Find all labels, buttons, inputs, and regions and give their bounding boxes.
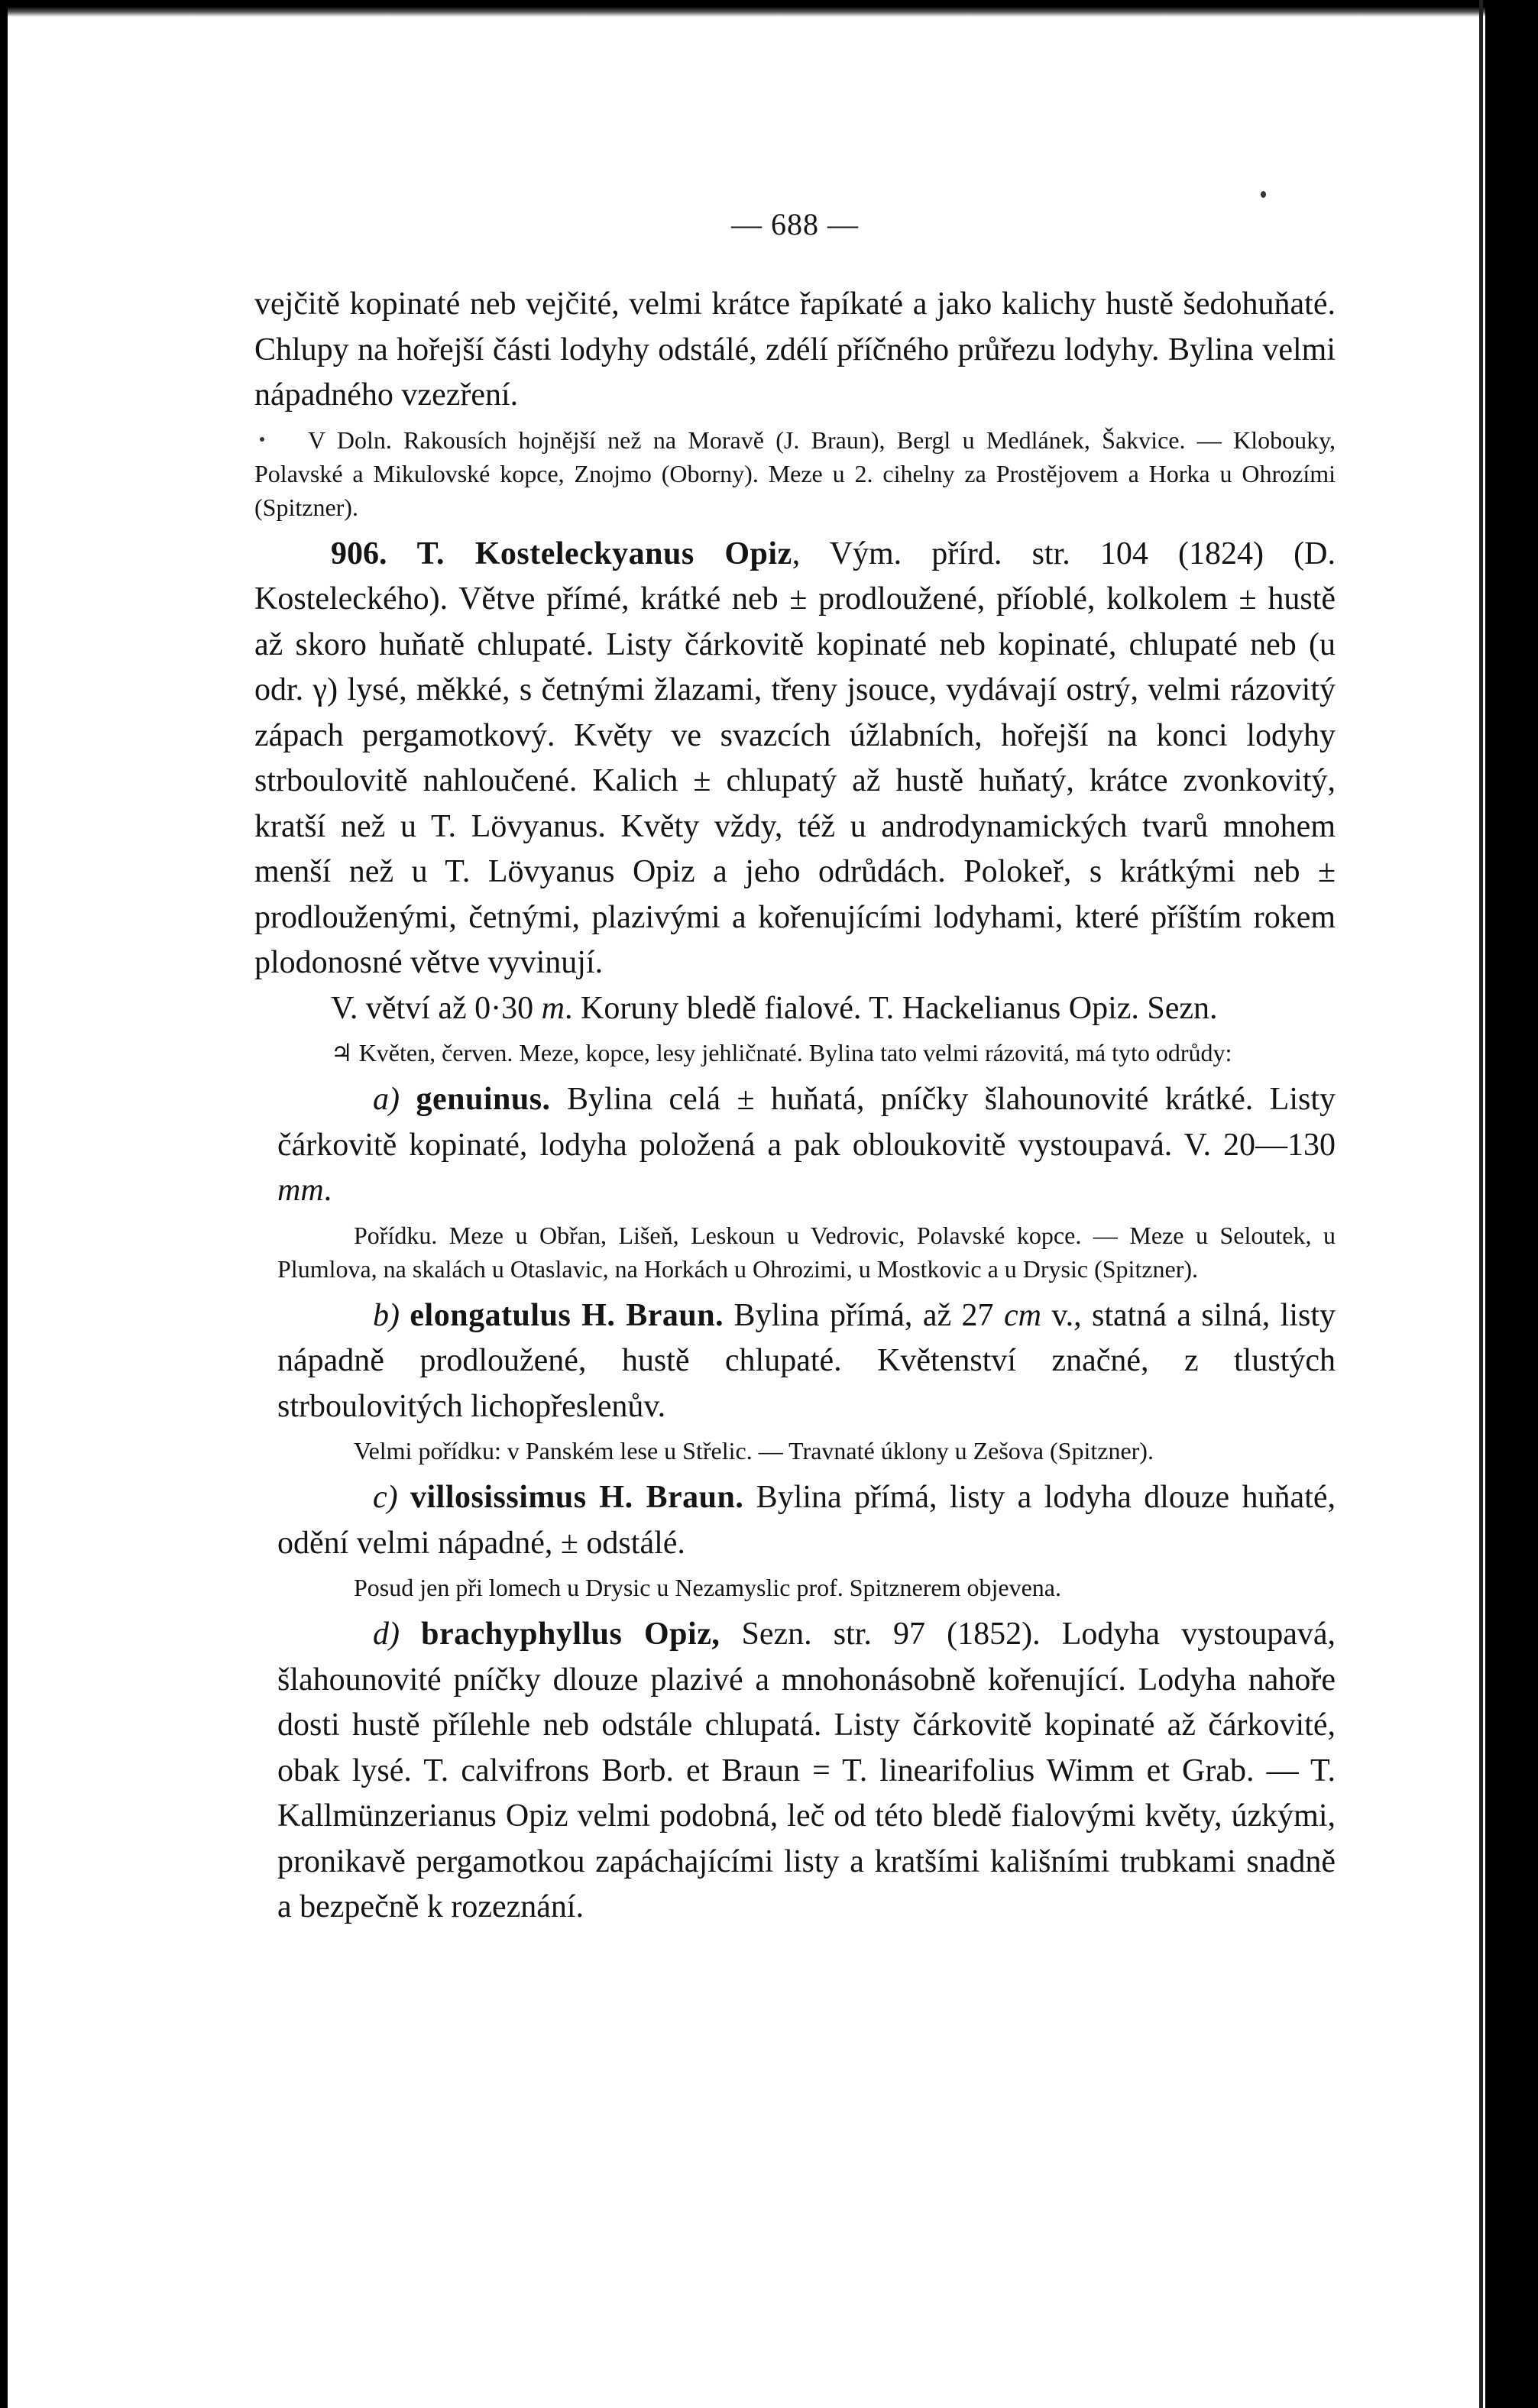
variety-b [277,1293,1336,1468]
scan-right-border [1485,0,1538,2408]
variety-text: Sezn. str. 97 (1852). Lodyha vystoupavá, šlahounovité pníčky dlouze plazivé a mnohonásobně kořenující. Lodyha nahoře dosti hustě přílehle neb odstále chlupatá. Listy čárkovitě kopinaté až čárkovité, obak lysé. T. calvifrons Borb. et Braun = T. linearifolius Wimm et Grab. — T. Kallmünzerianus Opiz velmi podobná, leč od této bledě fialovými květy, úzkými, pronikavě pergamotkou zapáchajícími listy a kratšími kališními trubkami snadně a bezpečně k rozeznání. [277,1617,1336,1924]
species-name: T. Kosteleckyanus Opiz [416,536,792,571]
scan-left-edge [0,0,8,2408]
variety-a [277,1077,1336,1286]
variety-description [277,1077,1336,1214]
variety-unit: cm [1003,1297,1041,1333]
scan-top-edge [0,0,1538,17]
variety-localities: Velmi pořídku: v Panském lese u Střelic. — Travnaté úklony u Zešova (Spitzner). [354,1437,1154,1465]
variety-localities: Pořídku. Meze u Obřan, Lišeň, Leskoun u Vedrovic, Polavské kopce. — Meze u Seloutek, u Plumlova, na skalách u Otaslavic, na Horkách u Ohrozimi, u Mostkovic a u Drysic (Spitzner). [277,1221,1336,1283]
page-number: — 688 — [731,207,859,241]
variety-label: b) [373,1297,400,1333]
species-size [254,986,1336,1032]
variety-text-end: . [323,1173,332,1208]
variety-name: brachyphyllus Opiz, [421,1617,720,1652]
variety-label: c) [373,1480,398,1515]
species-citation: , Vým. přírd. str. 104 (1824) (D. Kosteleckého). [254,536,1336,617]
page [254,183,1336,1931]
variety-text: Bylina přímá, až 27 [724,1297,1004,1333]
variety-text: Bylina přímá, listy a lodyha dlouze huňaté, odění velmi nápadné, ± odstálé. [277,1480,1336,1561]
variety-description [277,1293,1336,1430]
species-description: Větve přímé, krátké neb ± prodloužené, příoblé, kolkolem ± hustě až skoro huňatě chlupaté. Listy čárkovitě kopinaté neb kopinaté, chlupaté neb (u odr. γ) lysé, měkké, s četnými žlazami, třeny jsouce, vydávají ostrý, velmi rázovitý zápach pergamotkový. Květy ve svazcích úžlabních, hořejší na konci lodyhy strboulovitě nahloučené. Kalich ± chlupatý až hustě huňatý, krátce zvonkovitý, kratší než u T. Lövyanus. Květy vždy, též u androdynamických tvarů mnohem menší než u T. Lövyanus Opiz a jeho odrůdách. Polokeř, s krátkými neb ± prodlouženými, četnými, plazivými a kořenujícími lodyhami, které příštím rokem plodonosné větve vyvinují. [254,581,1336,980]
variety-localities: Posud jen při lomech u Drysic u Nezamyslic prof. Spitznerem objevena. [354,1574,1061,1601]
variety-description [277,1475,1336,1566]
variety-name: elongatulus H. Braun. [410,1297,724,1333]
species-entry [254,532,1336,986]
intro-localities: V Doln. Rakousích hojnější než na Moravě (J. Braun), Bergl u Medlánek, Šakvice. — Klobouky, Polavské a Mikulovské kopce, Znojmo (Oborny). Meze u 2. cihelny za Prostějovem a Horka u Ohrozími (Spitzner). [254,426,1336,521]
species-size-unit: m [541,990,565,1026]
species-phenology: ♃ Květen, červen. Meze, kopce, lesy jehličnaté. Bylina tato velmi rázovitá, má tyto odrůdy: [331,1039,1232,1066]
variety-name: villosissimus H. Braun. [410,1480,744,1515]
scan-page-edge-line [1479,0,1483,2408]
variety-c [277,1475,1336,1604]
variety-label: a) [373,1082,400,1117]
species-size-text: V. větví až 0·30 [331,990,542,1026]
variety-description [277,1612,1336,1931]
variety-d [277,1612,1336,1931]
variety-text-end: v., statná a silná, listy nápadně prodloužené, hustě chlupaté. Květenství značné, z tlustých strboulovitých lichopřeslenův. [277,1297,1336,1424]
variety-label: d) [373,1617,400,1652]
variety-name: genuinus. [416,1082,551,1117]
variety-unit: mm [277,1173,324,1208]
variety-text: Bylina celá ± huňatá, pníčky šlahounovité krátké. Listy čárkovitě kopinaté, lodyha položená a pak obloukovitě vystoupavá. V. 20—130 [277,1082,1336,1163]
species-size-rest: . Koruny bledě fialové. T. Hackelianus Opiz. Sezn. [565,990,1218,1026]
species-number: 906. [331,536,387,571]
intro-description: vejčitě kopinaté neb vejčité, velmi krátce řapíkaté a jako kalichy hustě šedohuňaté. Chlupy na hořejší části lodyhy odstálé, zdélí příčného průřezu lodyhy. Bylina velmi nápadného vzezření. [254,286,1336,413]
